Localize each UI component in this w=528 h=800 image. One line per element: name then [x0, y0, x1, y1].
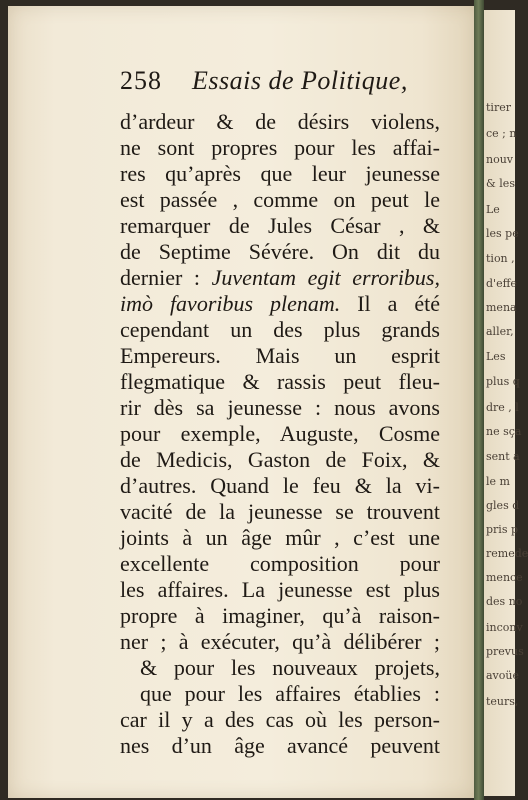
adjacent-text-fragment: tirer: [486, 101, 511, 114]
adjacent-text-fragment: mence: [486, 571, 523, 584]
text-line: pour exemple, Auguste, Cosme: [120, 421, 440, 446]
adjacent-text-fragment: ce ; n: [486, 127, 517, 140]
quote-intro: dernier :: [120, 265, 212, 290]
adjacent-text-fragment: tion ,: [486, 252, 515, 265]
text-line: res qu’après que leur jeunesse: [120, 161, 440, 186]
quote-follow: Il a été: [340, 291, 440, 316]
text-line: les affaires. La jeunesse est plus: [120, 577, 440, 602]
text-line: propre à imaginer, qu’à raison-: [120, 603, 440, 628]
book-binding: [474, 0, 484, 800]
adjacent-text-fragment: teurs,: [486, 695, 519, 708]
adjacent-text-fragment: sent a: [486, 450, 520, 463]
text-line: est passée , comme on peut le: [120, 187, 440, 212]
adjacent-text-fragment: nouv: [486, 153, 514, 166]
adjacent-text-fragment: inconv: [486, 621, 523, 634]
text-line: cependant un des plus grands: [120, 317, 440, 342]
adjacent-text-fragment: d'effe: [486, 277, 517, 290]
text-line: flegmatique & rassis peut fleu-: [120, 369, 440, 394]
adjacent-text-fragment: remede: [486, 547, 528, 560]
text-line: vacité de la jeunesse se trouvent: [120, 499, 440, 524]
running-head: [120, 66, 440, 98]
running-title: Essais de Politique,: [192, 66, 408, 95]
text-line: ne sont propres pour les affai-: [120, 135, 440, 160]
text-line: de Septime Sévére. On dit du: [120, 239, 440, 264]
adjacent-text-fragment: avoüe: [486, 669, 519, 682]
text-line: d’autres. Quand le feu & la vi-: [120, 473, 440, 498]
adjacent-text-fragment: gles d: [486, 499, 520, 512]
adjacent-text-fragment: des no: [486, 595, 523, 608]
adjacent-text-fragment: Le: [486, 203, 500, 216]
adjacent-text-fragment: mena: [486, 301, 517, 314]
latin-quote: imò favoribus plenam.: [120, 291, 341, 316]
adjacent-text-fragment: Les: [486, 350, 506, 363]
text-line: remarquer de Jules César , &: [120, 213, 440, 238]
page-number: 258: [120, 66, 162, 95]
adjacent-text-fragment: ne sça: [486, 425, 522, 438]
adjacent-text-fragment: aller,: [486, 325, 514, 338]
adjacent-text-fragment: prevus: [486, 645, 524, 658]
latin-quote: Juventam egit erroribus,: [211, 265, 440, 290]
text-line: d’ardeur & de désirs violens,: [120, 109, 440, 134]
text-line: nes d’un âge avancé peuvent: [120, 733, 440, 758]
adjacent-text-fragment: le m: [486, 475, 510, 488]
adjacent-text-fragment: & les: [486, 177, 515, 190]
text-line: rir dès sa jeunesse : nous avons: [120, 395, 440, 420]
text-line: que pour les affaires établies :: [140, 681, 440, 706]
book-page: [8, 6, 478, 798]
adjacent-text-fragment: pris p: [486, 523, 519, 536]
text-line: de Medicis, Gaston de Foix, &: [120, 447, 440, 472]
text-line: car il y a des cas où les person-: [120, 707, 440, 732]
text-line: excellente composition pour: [120, 551, 440, 576]
text-line: & pour les nouveaux projets,: [140, 655, 440, 680]
adjacent-page: [484, 10, 528, 796]
adjacent-text-fragment: dre , l: [486, 401, 519, 414]
body-text: [120, 106, 440, 758]
adjacent-text-fragment: les pe: [486, 227, 519, 240]
text-line: joints à un âge mûr , c’est une: [120, 525, 440, 550]
adjacent-text-fragment: plus q: [486, 375, 520, 388]
text-line: Empereurs. Mais un esprit: [120, 343, 440, 368]
text-line: ner ; à exécuter, qu’à délibérer ;: [120, 629, 440, 654]
